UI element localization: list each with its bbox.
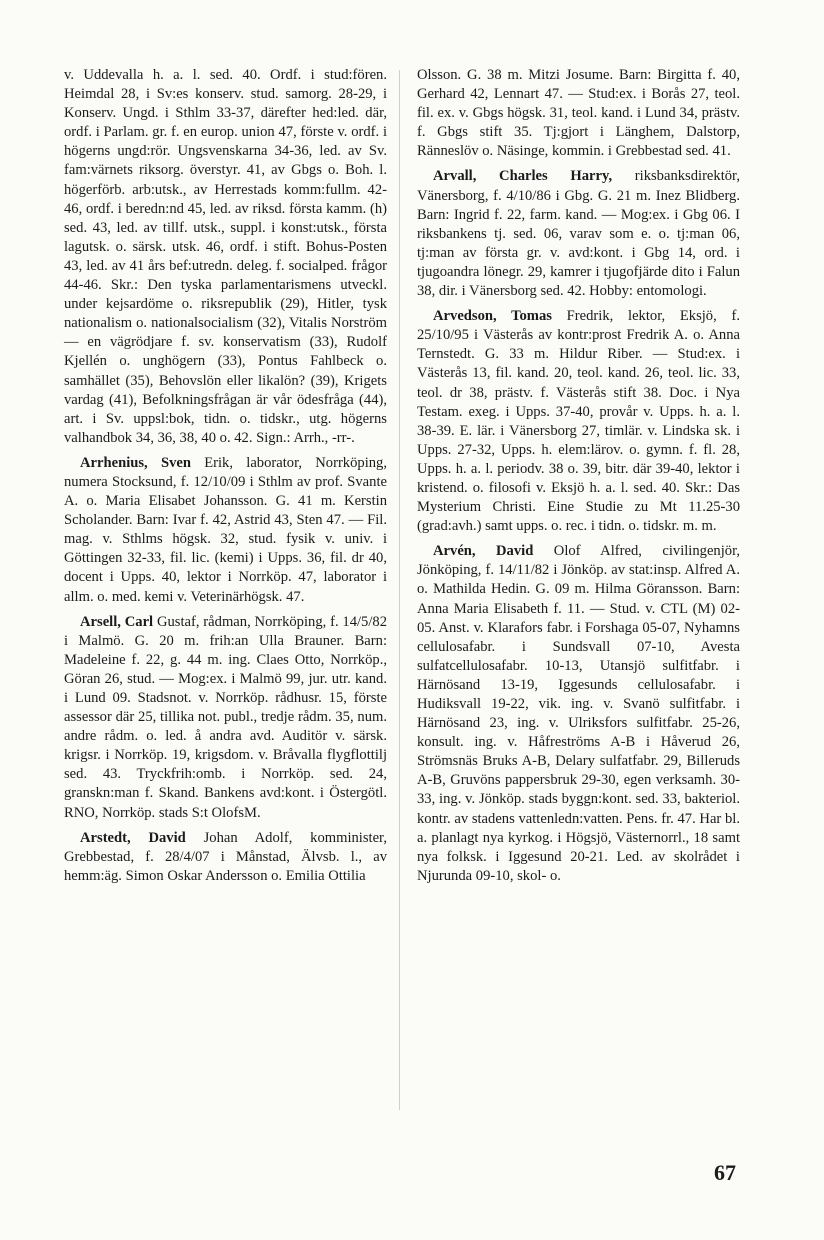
entry-name: Arrhenius, Sven bbox=[80, 454, 191, 471]
entry-text: Gustaf, rådman, Norrköping, f. 14/5/82 i Malmö. G. 20 m. frih:an Ulla Brauner. Barn: Madeleine f. 22, g. 44 m. ing. Claes Otto, Norrköp., Göran 26, stud. — Mog:ex. i Malmö 99, jur. utr. kand. i Lund 09. Stadsnot. v. Norrköp. rådhusr. 15, förste assessor där 25, tillika not. publ., tredje rådm. 35, num. andre rådm. o. led. å andra avd. Auditör v. särsk. krigsr. i Norrköp. 19, krigsdom. v. Bråvalla flygflottilj sed. 43. Tryckfrih:omb. i Norrköp. sed. 24, granskn:man f. Skand. Bankens avd:kont. i Östergötl. RNO, Norrköp. stads S:t OlofsM. bbox=[64, 613, 387, 821]
entry-text: Erik, laborator, Norrköping, numera Stocksund, f. 12/10/09 i Sthlm av prof. Svante A. o. Maria Elisabet Johansson. G. 41 m. Kerstin Scholander. Barn: Ivar f. 42, Astrid 43, Sten 47. — Fil. mag. v. Sthlms högsk. 32, stud. fysik v. univ. i Göttingen 32-33, fil. lic. (kemi) i Upps. 36, fil. dr 40, docent i Upps. 40, lektor i Norrköp. 47, laborator i allm. o. med. kemi v. Veterinärhögsk. 47. bbox=[64, 454, 387, 605]
right-column bbox=[417, 66, 740, 886]
biography-entry-arrhenius bbox=[64, 454, 387, 607]
page-number: 67 bbox=[714, 1160, 736, 1185]
entry-text: Olof Alfred, civilingenjör, Jönköping, f. 14/11/82 i Jönköp. av stat:insp. Alfred A. o. Mathilda Hedin. G. 09 m. Hilma Göransson. Barn: Anna Maria Elisabeth f. 11. — Stud. v. CTL (M) 02-05. Anst. v. Klarafors fabr. i Forshaga 05-07, Nyhamns cellulosafabr. i Sundsvall 07-10, Avesta sulfatcellulosafabr. 10-13, Utansjö sulfitfabr. i Härnösand 13-19, Iggesunds cellulosafabr. i Hudiksvall 19-22, vik. ing. v. Svanö sulfitfabr. i Härnösand 23, ing. v. Ulriksfors sulfitfabr. 25-26, konsult. ing. v. Håfreströms A-B i Håverud 26, Strömsnäs Bruks A-B, Delary sulfatfabr. 29, Billeruds A-B, Gruvöns pappersbruk 29-30, egen verksamh. 30-33, ing. v. Jönköp. stads byggn:kont. sed. 33, bakteriol. kontr. av stadens vattenledn:vatten. Pens. fr. 47. Har bl. a. planlagt nya kyrkog. i Högsjö, Västernorrl., 18 samt nya folksk. i Iggesund 20-21. Led. av skolrådet i Njurunda 09-10, skol- o. bbox=[417, 543, 741, 884]
entry-text: riksbanksdirektör, Vänersborg, f. 4/10/86 i Gbg. G. 21 m. Inez Blidberg. Barn: Ingrid f. 22, farm. kand. — Mog:ex. i Gbg 06. I riksbankens tj. sed. 06, varav som e. o. tj:man 06, tj:man av första gr. v. avd:kont. i Gbg 14, ord. i tjugoandra lönegr. 29, kamrer i tjugofjärde dito i Falun 38, dir. i Vänersborg sed. 42. Hobby: entomologi. bbox=[417, 168, 740, 300]
biography-entry-arvall bbox=[417, 167, 740, 301]
entry-name: Arvedson, Tomas bbox=[433, 308, 552, 325]
entry-text: Fredrik, lektor, Eksjö, f. 25/10/95 i Västerås av kontr:prost Fredrik A. o. Anna Ternstedt. G. 33 m. Hildur Riber. — Stud:ex. i Västerås 13, fil. kand. 20, teol. kand. 26, teol. lic. 33, teol. dr 38, prästv. f. Västerås stift 38. Doc. i Nya Testam. exeg. i Upps. 37-40, provår v. Upps. h. a. l. 38-39. E. lär. i Vänersborg 27, timlär. v. Lindska sk. i Upps. 27-32, Upps. h. elem:lärov. o. gymn. f. fl. 28, Upps. h. a. l. periodv. 38 o. 39, bitr. där 39-40, lektor i kristend. o. filosofi v. Eksjö h. a. l. sed. 40. Skr.: Das Mysterium Christi. Eine Studie zu Mt 11.25-30 (grad:avh.) samt upps. o. rec. i tidn. o. tidskr. m. m. bbox=[417, 308, 740, 535]
continued-entry-text: v. Uddevalla h. a. l. sed. 40. Ordf. i stud:fören. Heimdal 28, i Sv:es konserv. stud. samorg. 28-29, i Konserv. Ungd. i Sthlm 33-37, därefter hed:led. där, ordf. i Parlam. gr. f. en europ. union 47, förste v. ordf. i högerns ungd:rör. Ungsvenskarna 34-36, led. av Sv. fam:värnets riksorg. överstyr. 41, av Gbgs o. Boh. l. högerförb. arb:utsk., av Herrestads komm:fullm. 42-46, ordf. i beredn:nd 45, led. av riksd. första kamm. (h) sed. 43, led. av tillf. utsk., suppl. i konst:utsk., första lagutsk. o. särsk. utsk. 46, ordf. i stift. Bohus-Posten 43, led. av 41 års bef:utredn. deleg. f. socialped. frågor 44-46. Skr.: Den tyska parlamentarismens utveckl. under kejsardöme o. riksrepublik (29), Hitler, tysk nationalism o. nationalsocialism (32), Vitalis Norström — en vägrödjare f. sv. konservatism (33), Rudolf Kjellén o. unghögern (33), Pontus Fahlbeck o. samhället (35), Behovslön eller likalön? (39), Krigets vardag (41), Befolkningsfrågan är vår ödesfråga (44), art. i Sv. uppsl:bok, tidn. o. tidskr., utg. högerns valhandbok 34, 36, 38, 40 o. 42. Sign.: Arrh., -rr-. bbox=[64, 67, 387, 446]
entry-name: Arvén, David bbox=[433, 543, 534, 560]
entry-name: Arsell, Carl bbox=[80, 613, 154, 630]
entry-text: Johan Adolf, komminister, Grebbestad, f. 28/4/07 i Månstad, Älvsb. l., av hemm:äg. Simon Oskar Andersson o. Emilia Ottilia bbox=[64, 829, 387, 884]
biography-entry-arsell bbox=[64, 613, 387, 823]
left-column bbox=[64, 66, 387, 886]
biography-entry-arvedson bbox=[417, 307, 740, 536]
biography-entry-arstedt bbox=[64, 829, 387, 886]
entry-name: Arstedt, David bbox=[80, 829, 186, 846]
continued-entry-text: Olsson. G. 38 m. Mitzi Josume. Barn: Birgitta f. 40, Gerhard 42, Lennart 47. — Stud:ex. i Borås 27, teol. fil. ex. v. Gbgs högsk. 31, teol. kand. i Lund 34, prästv. f. Gbgs stift 35. Tj:gjort i Länghem, Dalstorp, Ränneslöv o. Näsinge, kommin. i Grebbestad sed. 41. bbox=[417, 67, 740, 160]
column-divider bbox=[399, 70, 400, 1110]
entry-name: Arvall, Charles Harry, bbox=[433, 168, 613, 185]
biography-entry-arven bbox=[417, 542, 740, 886]
